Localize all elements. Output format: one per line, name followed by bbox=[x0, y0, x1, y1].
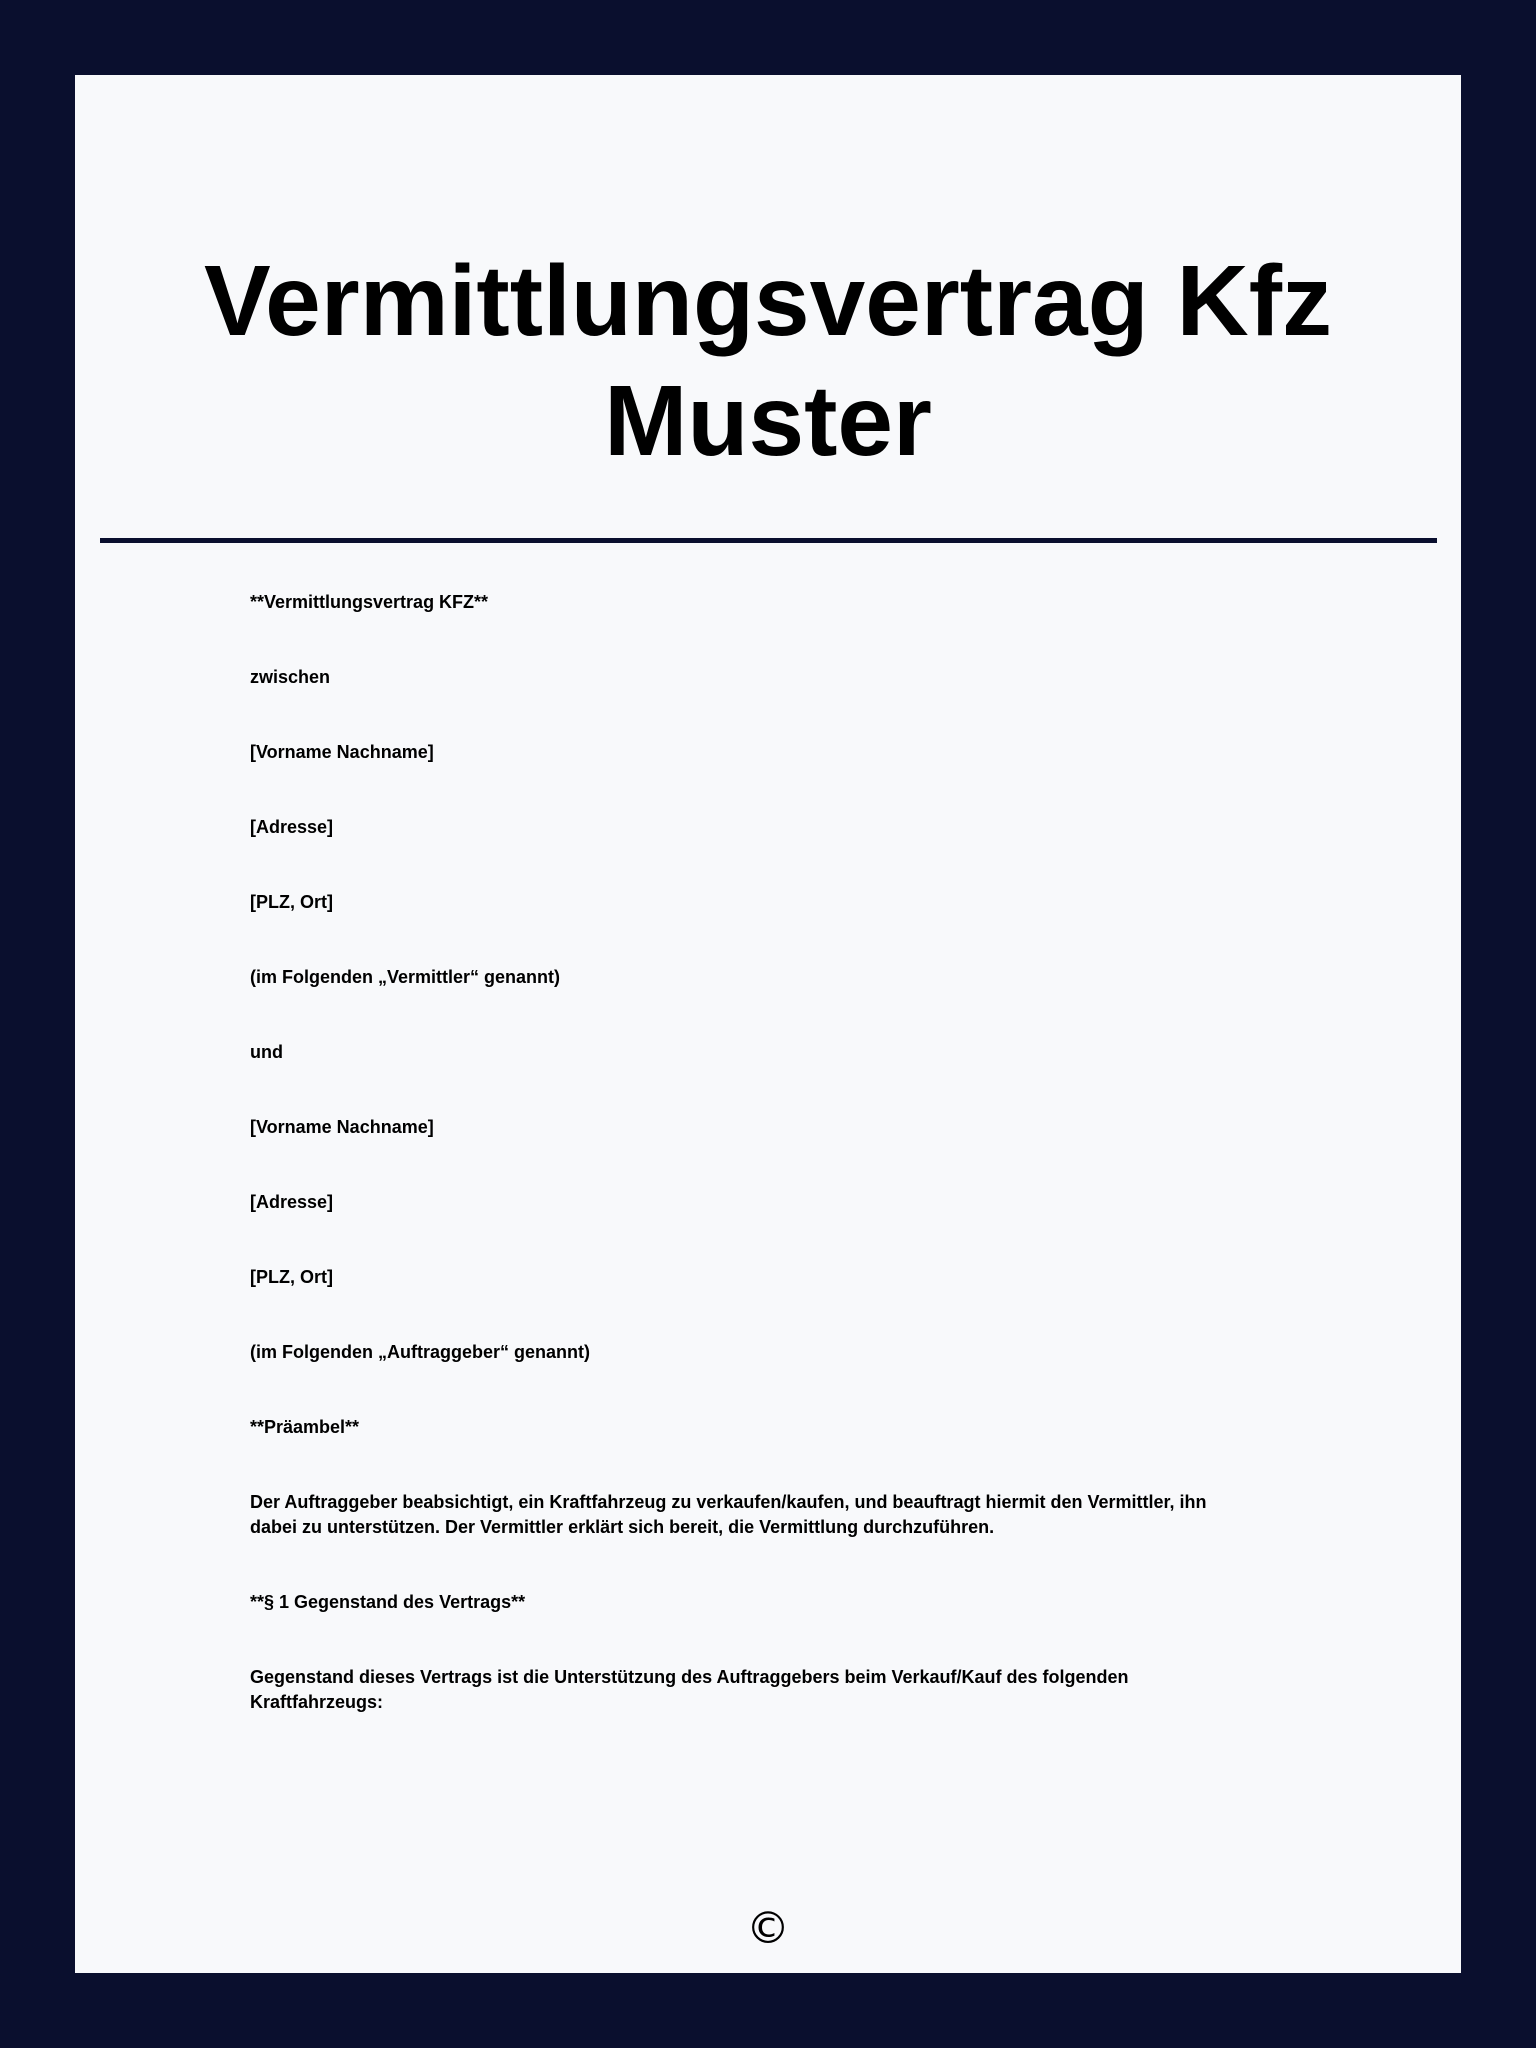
and-label: und bbox=[250, 1042, 283, 1062]
section1-heading: **§ 1 Gegenstand des Vertrags** bbox=[250, 1592, 526, 1612]
title-line-1: Vermittlungsvertrag Kfz bbox=[203, 245, 1333, 357]
party2-name: [Vorname Nachname] bbox=[250, 1117, 434, 1137]
document-body bbox=[250, 590, 1250, 1765]
document-page bbox=[75, 75, 1461, 1973]
title-divider bbox=[100, 538, 1437, 543]
section1-text: Gegenstand dieses Vertrags ist die Unterstützung des Auftraggebers beim Verkauf/Kauf des folgenden Kraftfahrzeugs: bbox=[250, 1667, 1129, 1712]
between-label: zwischen bbox=[250, 667, 331, 687]
party1-city: [PLZ, Ort] bbox=[250, 892, 333, 912]
party2-city: [PLZ, Ort] bbox=[250, 1267, 333, 1287]
party2-address: [Adresse] bbox=[250, 1192, 334, 1212]
copyright-icon: © bbox=[746, 1903, 790, 1954]
title-line-2: Muster bbox=[604, 365, 932, 477]
preamble-text: Der Auftraggeber beabsichtigt, ein Kraftfahrzeug zu verkaufen/kaufen, und beauftragt hiermit den Vermittler, ihn dabei zu unterstützen. Der Vermittler erklärt sich bereit, die Vermittlung durchzuführen. bbox=[250, 1492, 1207, 1537]
party1-name: [Vorname Nachname] bbox=[250, 742, 434, 762]
contract-heading: **Vermittlungsvertrag KFZ** bbox=[250, 592, 489, 612]
preamble-heading: **Präambel** bbox=[250, 1417, 360, 1437]
page-title bbox=[75, 241, 1461, 481]
party1-role: (im Folgenden „Vermittler“ genannt) bbox=[250, 967, 561, 987]
party1-address: [Adresse] bbox=[250, 817, 334, 837]
party2-role: (im Folgenden „Auftraggeber“ genannt) bbox=[250, 1342, 590, 1362]
